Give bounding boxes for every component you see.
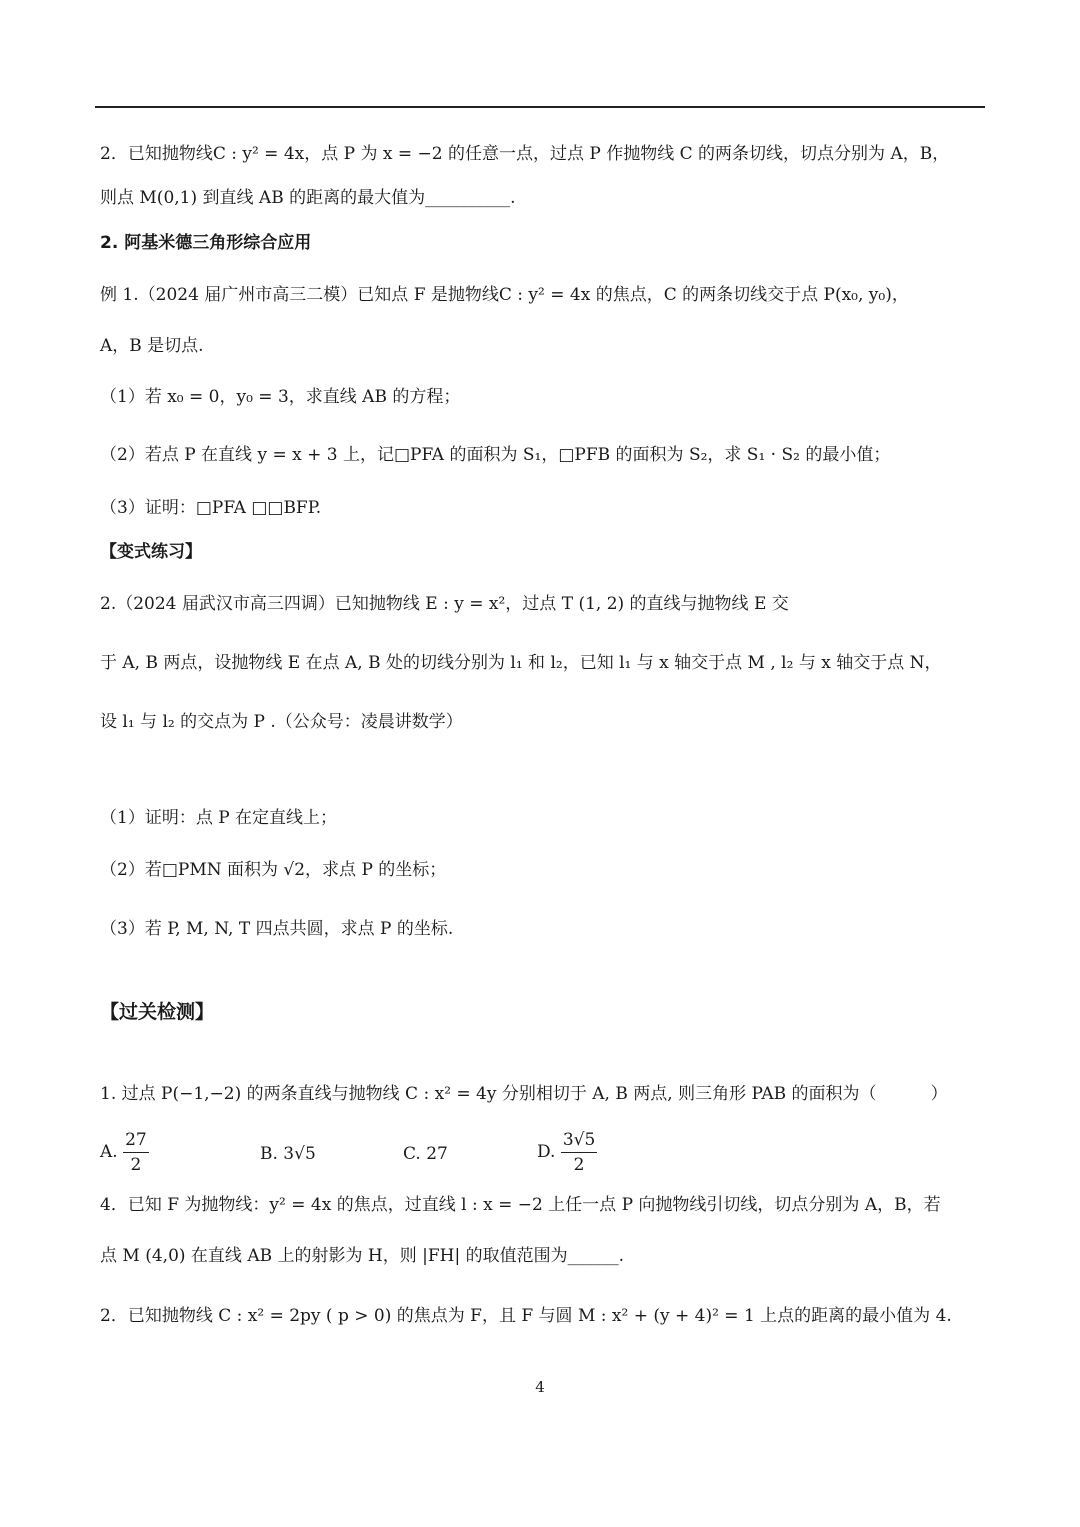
option-d-denominator: 2 [573, 1155, 585, 1175]
check4-line2: 点 M (4,0) 在直线 AB 上的射影为 H，则 |FH| 的取值范围为______. [100, 1246, 625, 1266]
header-rule [95, 106, 985, 108]
option-a-numerator: 27 [123, 1128, 149, 1153]
problem-intro-line2: 则点 M(0,1) 到直线 AB 的距离的最大值为__________. [100, 188, 516, 208]
option-d [537, 1128, 597, 1177]
option-c: C. 27 [403, 1144, 448, 1164]
option-b: B. 3√5 [260, 1144, 316, 1164]
option-a-fraction [123, 1128, 149, 1177]
option-d-label: D. [537, 1142, 556, 1162]
variant-title: 【变式练习】 [100, 542, 202, 562]
variant-q1: （1）证明：点 P 在定直线上； [100, 808, 338, 828]
option-a-label: A. [100, 1142, 118, 1162]
variant-line3: 设 l₁ 与 l₂ 的交点为 P .（公众号：凌晨讲数学） [100, 712, 463, 732]
variant-line2: 于 A, B 两点，设抛物线 E 在点 A, B 处的切线分别为 l₁ 和 l₂，已知 l₁ 与 x 轴交于点 M , l₂ 与 x 轴交于点 N， [100, 653, 942, 673]
check4-line1: 4．已知 F 为抛物线：y² = 4x 的焦点，过直线 l : x = −2 上任一点 P 向抛物线引切线，切点分别为 A，B，若 [100, 1195, 941, 1215]
example1-line1: 例 1.（2024 届广州市高三二模）已知点 F 是抛物线C : y² = 4x 的焦点，C 的两条切线交于点 P(x₀, y₀)， [100, 285, 909, 305]
option-d-numerator: 3√5 [561, 1128, 597, 1153]
check-title: 【过关检测】 [100, 1001, 215, 1023]
option-d-fraction [561, 1128, 597, 1177]
example1-line2: A，B 是切点. [100, 336, 204, 356]
section-title: 2. 阿基米德三角形综合应用 [100, 233, 312, 253]
problem-intro-line1: 2．已知抛物线C : y² = 4x，点 P 为 x = −2 的任意一点，过点 P 作抛物线 C 的两条切线，切点分别为 A，B， [100, 144, 950, 164]
example1-q2: （2）若点 P 在直线 y = x + 3 上，记□PFA 的面积为 S₁，□PFB 的面积为 S₂，求 S₁ · S₂ 的最小值； [100, 445, 891, 465]
option-a [100, 1128, 149, 1177]
example1-q1: （1）若 x₀ = 0，y₀ = 3，求直线 AB 的方程； [100, 387, 461, 407]
variant-line1: 2.（2024 届武汉市高三四调）已知抛物线 E : y = x²，过点 T (1, 2) 的直线与抛物线 E 交 [100, 594, 789, 614]
variant-q3: （3）若 P, M, N, T 四点共圆，求点 P 的坐标. [100, 919, 454, 939]
example1-q3: （3）证明：□PFA □□BFP. [100, 498, 322, 518]
check1-line1: 1. 过点 P(−1,−2) 的两条直线与抛物线 C : x² = 4y 分别相切于 A, B 两点, 则三角形 PAB 的面积为（ ） [100, 1084, 948, 1104]
option-a-denominator: 2 [130, 1155, 142, 1175]
variant-q2: （2）若□PMN 面积为 √2，求点 P 的坐标； [100, 860, 447, 880]
page-number: 4 [535, 1378, 545, 1396]
check2-line1: 2．已知抛物线 C : x² = 2py ( p > 0) 的焦点为 F，且 F 与圆 M : x² + (y + 4)² = 1 上点的距离的最小值为 4. [100, 1306, 952, 1326]
